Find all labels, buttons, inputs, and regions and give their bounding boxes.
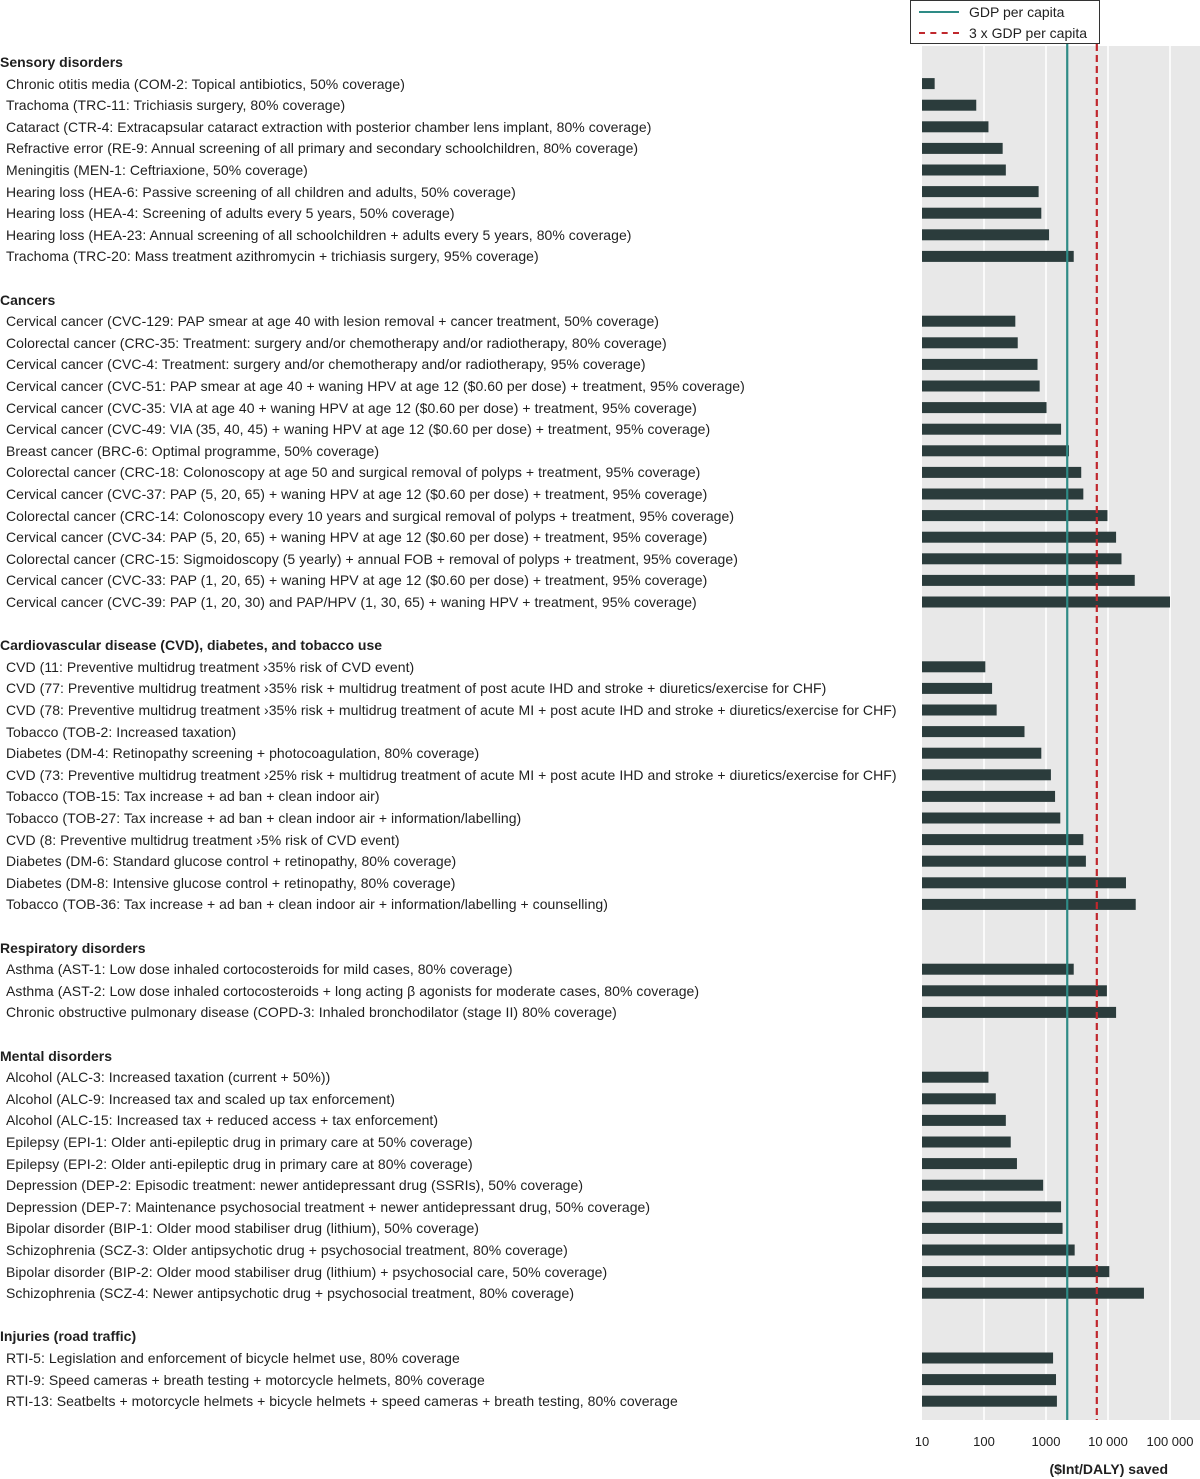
bar — [922, 1353, 1053, 1364]
bar — [922, 208, 1041, 219]
bar — [922, 1115, 1006, 1126]
category-label: Tobacco (TOB-36: Tax increase + ad ban + clean indoor air + information/labelling + counselling) — [6, 896, 608, 913]
legend-gdp-label: GDP per capita — [969, 4, 1065, 20]
category-label: CVD (77: Preventive multidrug treatment ›35% risk + multidrug treatment of post acute IHD and stroke + diuretics/exercise for CHF) — [6, 680, 827, 697]
category-label: Tobacco (TOB-27: Tax increase + ad ban + clean indoor air + information/labelling) — [6, 810, 522, 826]
bar — [922, 251, 1074, 262]
category-label: Alcohol (ALC-9: Increased tax and scaled up tax enforcement) — [6, 1090, 395, 1107]
legend-gdp3-swatch — [919, 32, 959, 34]
category-label: Cervical cancer (CVC-49: VIA (35, 40, 45) + waning HPV at age 12 ($0.60 per dose) + treatment, 95% coverage) — [6, 421, 711, 438]
category-label: Cervical cancer (CVC-35: VIA at age 40 + waning HPV at age 12 ($0.60 per dose) + treatment, 95% coverage) — [6, 399, 697, 416]
x-tick-label: 100 — [973, 1434, 995, 1449]
bar — [922, 1374, 1056, 1385]
bar — [922, 424, 1061, 435]
category-label: Diabetes (DM-8: Intensive glucose control + retinopathy, 80% coverage) — [6, 874, 456, 891]
bar — [922, 553, 1121, 564]
category-label: Colorectal cancer (CRC-35: Treatment: surgery and/or chemotherapy and/or radiotherapy, 80% coverage) — [6, 334, 667, 351]
category-label: Hearing loss (HEA-23: Annual screening of all schoolchildren + adults every 5 years, 80% coverage) — [6, 226, 632, 243]
bar — [922, 143, 1003, 154]
bar — [922, 402, 1047, 413]
category-label: Chronic obstructive pulmonary disease (COPD-3: Inhaled bronchodilator (stage II) 80% coverage) — [6, 1004, 617, 1021]
category-label: Refractive error (RE-9: Annual screening of all primary and secondary schoolchildren, 80% coverage) — [6, 140, 639, 157]
category-label: Colorectal cancer (CRC-15: Sigmoidoscopy (5 yearly) + annual FOB + removal of polyps + treatment, 95% coverage) — [6, 550, 738, 567]
bar — [922, 229, 1049, 240]
bar — [922, 877, 1126, 888]
bar — [922, 661, 985, 672]
bar — [922, 186, 1039, 197]
bar — [922, 597, 1170, 608]
group-heading: Mental disorders — [0, 1047, 113, 1064]
bar — [922, 1137, 1011, 1148]
category-label: Cervical cancer (CVC-129: PAP smear at age 40 with lesion removal + cancer treatment, 50% coverage) — [6, 313, 660, 330]
category-label: Alcohol (ALC-3: Increased taxation (current + 50%)) — [6, 1069, 331, 1086]
category-label: Cervical cancer (CVC-33: PAP (1, 20, 65) + waning HPV at age 12 ($0.60 per dose) + treatment, 95% coverage) — [6, 572, 708, 589]
x-axis-label: ($Int/DALY) saved — [1049, 1461, 1168, 1477]
bar — [922, 1223, 1063, 1234]
category-label: Colorectal cancer (CRC-14: Colonoscopy every 10 years and surgical removal of polyps + treatment, 95% coverage) — [6, 507, 735, 524]
bar — [922, 791, 1055, 802]
bar — [922, 813, 1060, 824]
category-label: Epilepsy (EPI-2: Older anti-epileptic drug in primary care at 80% coverage) — [6, 1155, 473, 1172]
bar — [922, 165, 1006, 176]
category-label: RTI-13: Seatbelts + motorcycle helmets + bicycle helmets + speed cameras + breath testing, 80% coverage — [6, 1393, 678, 1410]
bar — [922, 1245, 1075, 1256]
category-label: CVD (11: Preventive multidrug treatment ›35% risk of CVD event) — [6, 658, 415, 675]
category-label: Breast cancer (BRC-6: Optimal programme, 50% coverage) — [6, 442, 380, 459]
category-label: Diabetes (DM-4: Retinopathy screening + photocoagulation, 80% coverage) — [6, 745, 480, 762]
bar — [922, 510, 1107, 521]
bar — [922, 100, 976, 111]
bar — [922, 1158, 1017, 1169]
legend — [910, 0, 1100, 44]
bar — [922, 1093, 996, 1104]
x-tick-label: 100 000 — [1146, 1434, 1194, 1449]
category-label: Cervical cancer (CVC-51: PAP smear at age 40 + waning HPV at age 12 ($0.60 per dose) + treatment, 95% coverage) — [6, 378, 745, 394]
group-heading: Injuries (road traffic) — [0, 1328, 137, 1345]
category-label: Cervical cancer (CVC-4: Treatment: surgery and/or chemotherapy and/or radiotherapy, 95% coverage) — [6, 356, 646, 373]
bar — [922, 359, 1038, 370]
bar — [922, 856, 1086, 867]
bar — [922, 445, 1069, 456]
x-tick-label: 1000 — [1031, 1434, 1061, 1449]
category-label: Cervical cancer (CVC-34: PAP (5, 20, 65) + waning HPV at age 12 ($0.60 per dose) + treatment, 95% coverage) — [6, 529, 708, 546]
bar — [922, 1180, 1043, 1191]
bar — [922, 1007, 1116, 1018]
bar — [922, 532, 1116, 543]
legend-item-gdp3 — [911, 23, 1101, 43]
legend-gdp-swatch — [919, 11, 959, 13]
group-heading: Cancers — [0, 291, 56, 308]
category-label: Hearing loss (HEA-4: Screening of adults every 5 years, 50% coverage) — [6, 205, 455, 222]
bar — [922, 769, 1051, 780]
bar — [922, 748, 1041, 759]
bar — [922, 985, 1107, 996]
bar — [922, 1072, 988, 1083]
bar — [922, 381, 1040, 392]
bar — [922, 964, 1074, 975]
category-label: Schizophrenia (SCZ-4: Newer antipsychotic drug + psychosocial treatment, 80% coverage) — [6, 1285, 575, 1302]
category-label: Depression (DEP-2: Episodic treatment: newer antidepressant drug (SSRIs), 50% coverage) — [6, 1177, 584, 1194]
bar — [922, 834, 1083, 845]
x-axis — [915, 1434, 1194, 1477]
category-label: Trachoma (TRC-11: Trichiasis surgery, 80% coverage) — [6, 97, 346, 114]
category-label: CVD (78: Preventive multidrug treatment ›35% risk + multidrug treatment of acute MI + post acute IHD and stroke + diuretics/exercise for CHF) — [6, 702, 897, 718]
category-label: Bipolar disorder (BIP-2: Older mood stabiliser drug (lithium) + psychosocial care, 50% coverage) — [6, 1263, 608, 1280]
category-label: CVD (73: Preventive multidrug treatment ›25% risk + multidrug treatment of acute MI + post acute IHD and stroke + diuretics/exercise for CHF) — [6, 766, 897, 783]
group-heading: Cardiovascular disease (CVD), diabetes, and tobacco use — [0, 637, 383, 654]
category-label: Epilepsy (EPI-1: Older anti-epileptic drug in primary care at 50% coverage) — [6, 1134, 473, 1150]
category-label: Cervical cancer (CVC-37: PAP (5, 20, 65) + waning HPV at age 12 ($0.60 per dose) + treatment, 95% coverage) — [6, 486, 708, 502]
group-heading: Sensory disorders — [0, 54, 123, 70]
bar — [922, 726, 1024, 737]
bar — [922, 899, 1136, 910]
x-tick-label: 10 000 — [1088, 1434, 1128, 1449]
category-label: Asthma (AST-1: Low dose inhaled cortocosteroids for mild cases, 80% coverage) — [6, 961, 513, 978]
category-label: Cervical cancer (CVC-39: PAP (1, 20, 30) and PAP/HPV (1, 30, 65) + waning HPV + treatment, 95% coverage) — [6, 594, 697, 610]
category-label: Depression (DEP-7: Maintenance psychosocial treatment + newer antidepressant drug, 50% coverage) — [6, 1198, 651, 1215]
category-label: Schizophrenia (SCZ-3: Older antipsychotic drug + psychosocial treatment, 80% coverage) — [6, 1242, 568, 1258]
group-heading: Respiratory disorders — [0, 939, 146, 956]
category-label: Tobacco (TOB-15: Tax increase + ad ban + clean indoor air) — [6, 788, 380, 805]
category-label: Alcohol (ALC-15: Increased tax + reduced access + tax enforcement) — [6, 1112, 439, 1129]
bar — [922, 121, 988, 132]
category-label: Hearing loss (HEA-6: Passive screening of all children and adults, 50% coverage) — [6, 183, 516, 200]
category-label: Diabetes (DM-6: Standard glucose control + retinopathy, 80% coverage) — [6, 853, 457, 870]
category-label: Meningitis (MEN-1: Ceftriaxione, 50% coverage) — [6, 162, 308, 178]
bar — [922, 575, 1135, 586]
category-label: Trachoma (TRC-20: Mass treatment azithromycin + trichiasis surgery, 95% coverage) — [6, 248, 539, 265]
category-label: Tobacco (TOB-2: Increased taxation) — [6, 723, 237, 740]
category-label: Bipolar disorder (BIP-1: Older mood stabiliser drug (lithium), 50% coverage) — [6, 1220, 479, 1237]
x-tick-label: 10 — [914, 1434, 930, 1449]
bar — [922, 337, 1018, 348]
category-label: Chronic otitis media (COM-2: Topical antibiotics, 50% coverage) — [6, 75, 405, 92]
category-label: CVD (8: Preventive multidrug treatment ›5% risk of CVD event) — [6, 831, 400, 848]
category-label: RTI-5: Legislation and enforcement of bicycle helmet use, 80% coverage — [6, 1350, 460, 1366]
category-label: RTI-9: Speed cameras + breath testing + motorcycle helmets, 80% coverage — [6, 1371, 485, 1388]
bar — [922, 316, 1015, 327]
bar — [922, 1266, 1109, 1277]
bar — [922, 489, 1083, 500]
category-label: Cataract (CTR-4: Extracapsular cataract extraction with posterior chamber lens implant, 80% coverage) — [6, 118, 652, 135]
bar — [922, 705, 997, 716]
category-label: Asthma (AST-2: Low dose inhaled cortocosteroids + long acting β agonists for moderate cases, 80% coverage) — [6, 982, 700, 999]
category-label: Colorectal cancer (CRC-18: Colonoscopy at age 50 and surgical removal of polyps + treatment, 95% coverage) — [6, 464, 701, 481]
bar — [922, 1288, 1144, 1299]
bar — [922, 1396, 1057, 1407]
bar — [922, 683, 992, 694]
legend-item-gdp — [911, 2, 1101, 22]
bar — [922, 78, 935, 89]
bar — [922, 1201, 1061, 1212]
bar — [922, 467, 1081, 478]
legend-gdp3-label: 3 x GDP per capita — [969, 25, 1088, 41]
